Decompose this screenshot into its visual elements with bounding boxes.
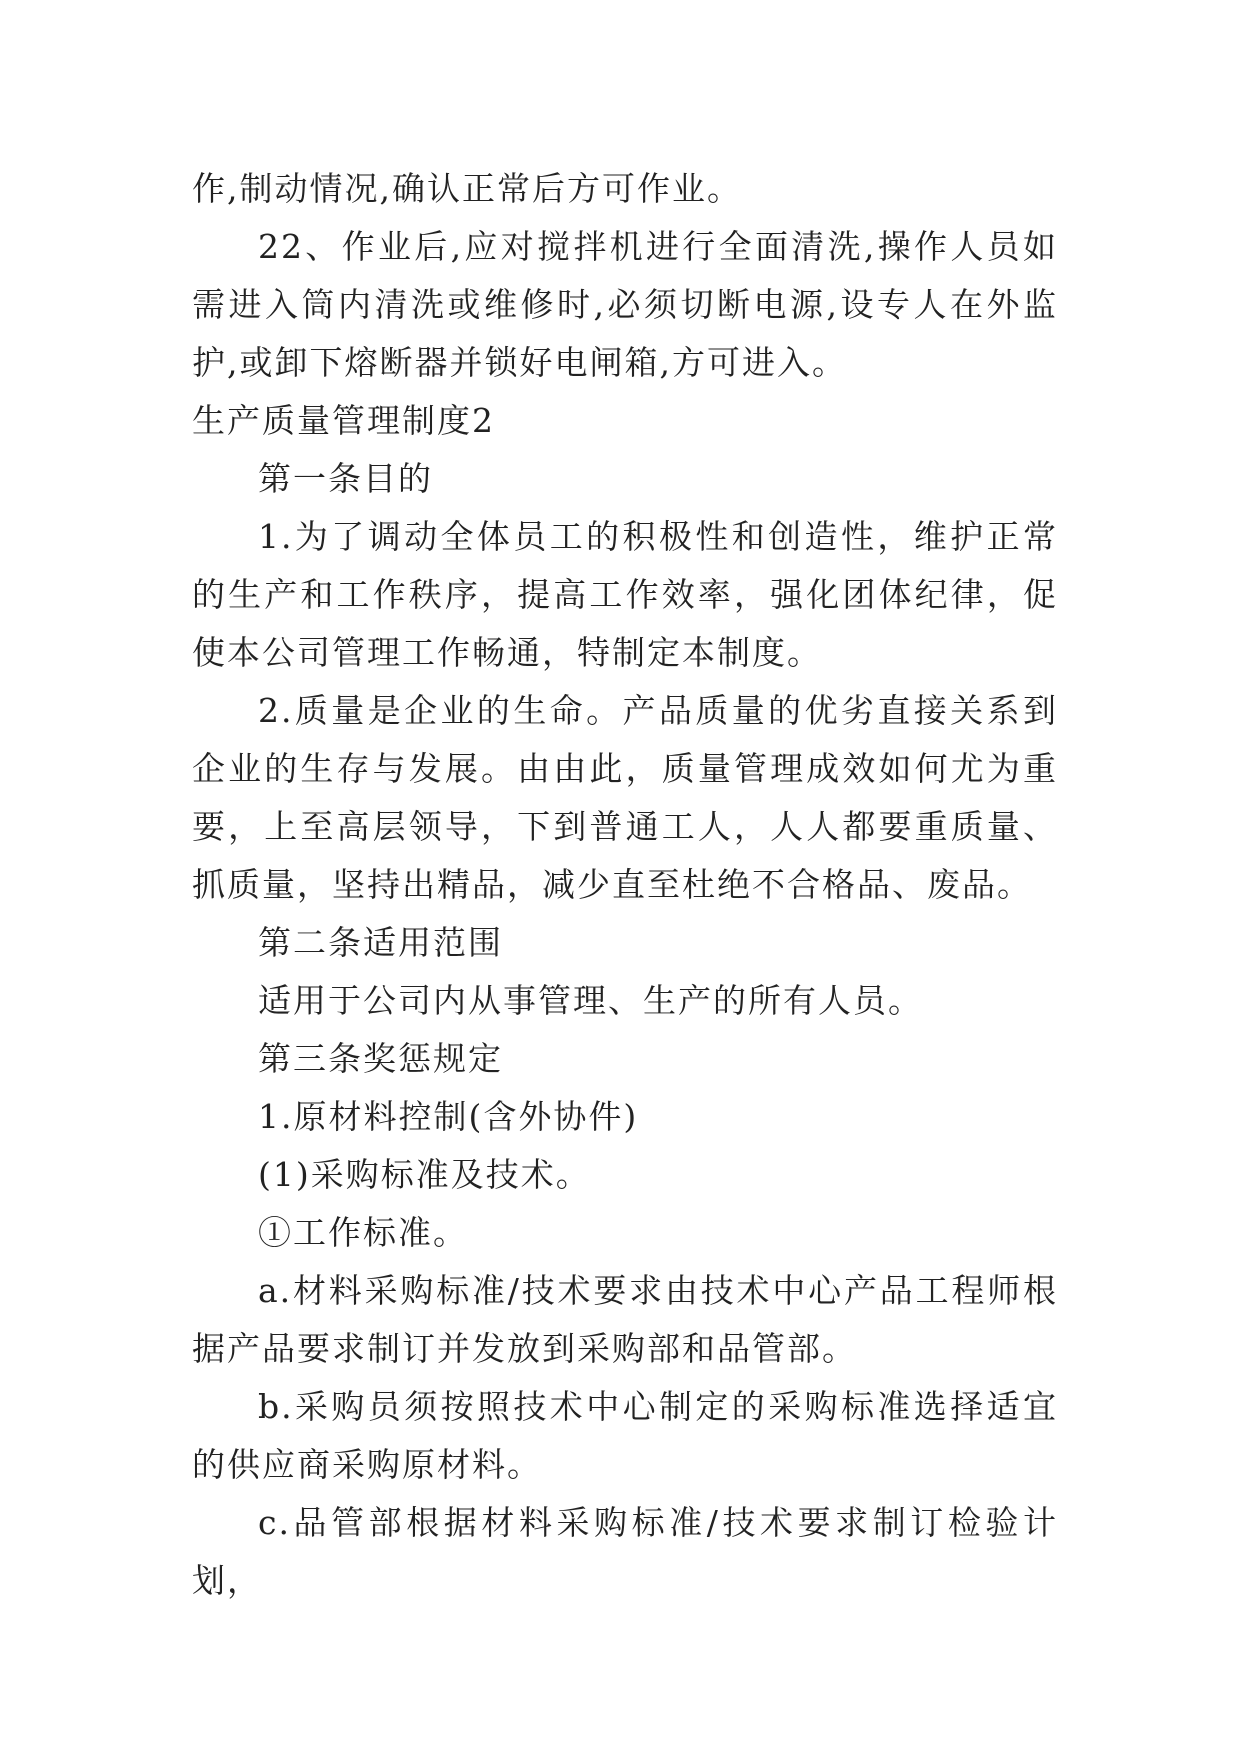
subsection-purchase-standard: (1)采购标准及技术。: [258, 1155, 591, 1194]
paragraph-item-22: 22、作业后,应对搅拌机进行全面清洗,操作人员如需进入筒内清洗或维修时,必须切断电源,设专人在外监护,或卸下熔断器并锁好电闸箱,方可进入。: [192, 227, 1058, 382]
paragraph-scope: 适用于公司内从事管理、生产的所有人员。: [258, 981, 923, 1020]
list-item-c: c.品管部根据材料采购标准/技术要求制订检验计划，: [192, 1503, 1058, 1600]
paragraph-continuation: 作,制动情况,确认正常后方可作业。: [192, 169, 742, 208]
article-heading-1: 第一条目的: [258, 459, 433, 498]
subsection-work-standard: ①工作标准。: [258, 1213, 468, 1252]
document-body: [192, 160, 1058, 1610]
list-item-b: b.采购员须按照技术中心制定的采购标准选择适宜的供应商采购原材料。: [192, 1387, 1058, 1484]
section-title: 生产质量管理制度2: [192, 401, 495, 440]
paragraph-purpose-1: 1.为了调动全体员工的积极性和创造性，维护正常的生产和工作秩序，提高工作效率，强化团体纪律，促使本公司管理工作畅通，特制定本制度。: [192, 517, 1058, 672]
article-heading-2: 第二条适用范围: [258, 923, 503, 962]
list-item-a: a.材料采购标准/技术要求由技术中心产品工程师根据产品要求制订并发放到采购部和品管部。: [192, 1271, 1058, 1368]
paragraph-purpose-2: 2.质量是企业的生命。产品质量的优劣直接关系到企业的生存与发展。由由此，质量管理成效如何尤为重要，上至高层领导，下到普通工人，人人都要重质量、抓质量，坚持出精品，减少直至杜绝不合格品、废品。: [192, 691, 1058, 904]
article-heading-3: 第三条奖惩规定: [258, 1039, 503, 1078]
subsection-raw-material: 1.原材料控制(含外协件): [258, 1097, 639, 1136]
